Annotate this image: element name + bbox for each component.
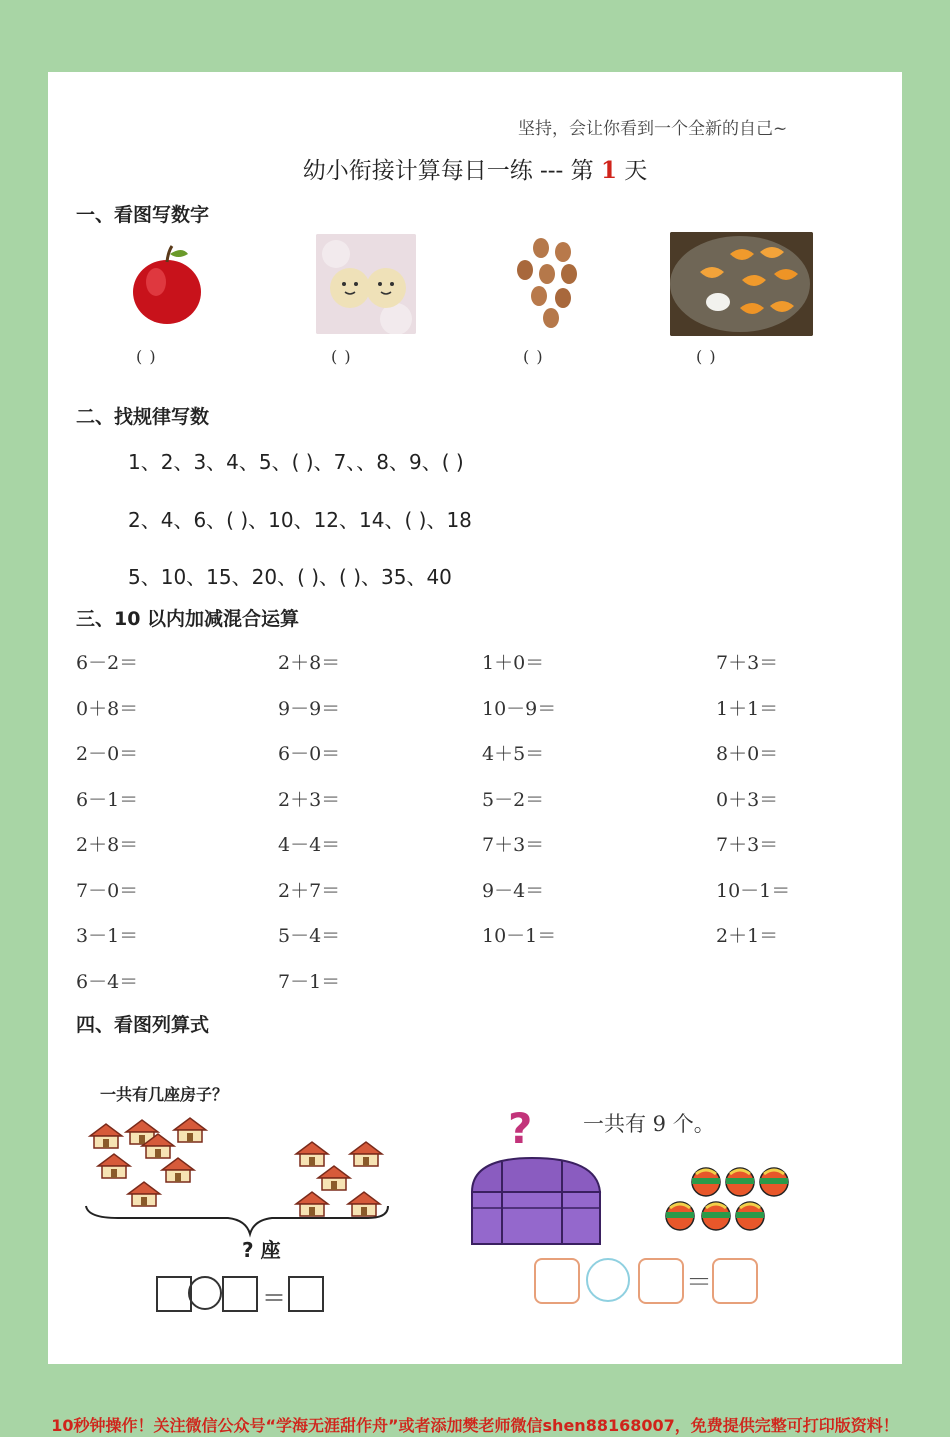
orange-segments-image (670, 232, 813, 336)
operator-circle[interactable] (188, 1276, 222, 1310)
answer-box[interactable] (534, 1258, 580, 1304)
answer-box[interactable] (222, 1276, 258, 1312)
balls-figure (660, 1162, 810, 1242)
calc-problem[interactable]: 2＋1＝ (716, 925, 779, 947)
calc-problem[interactable]: 1＋1＝ (716, 697, 779, 720)
answer-blank-1[interactable]: ( ) (136, 347, 157, 366)
calc-problem[interactable]: 10－1＝ (482, 925, 557, 947)
answer-blank-2[interactable]: ( ) (331, 347, 352, 366)
calc-problem[interactable]: 8＋0＝ (716, 743, 779, 765)
calc-problem[interactable]: 7＋3＝ (716, 834, 779, 856)
calc-problem[interactable]: 0＋3＝ (716, 788, 779, 811)
answer-box[interactable] (638, 1258, 684, 1304)
cookies-image (316, 234, 416, 334)
section-2-heading: 二、找规律写数 (76, 406, 210, 428)
calc-problem[interactable]: 9－9＝ (278, 697, 341, 720)
calc-problem[interactable]: 6－2＝ (76, 652, 139, 674)
chest-caption: 一共有 9 个。 (583, 1112, 715, 1136)
day-number: 1 (600, 157, 617, 184)
equals-sign: ＝ (262, 1284, 286, 1312)
apple-image (116, 234, 218, 336)
pattern-row-3: 5、10、15、20、( )、( )、35、40 (128, 565, 452, 589)
calc-problem[interactable]: 7＋3＝ (716, 652, 779, 674)
calc-problem[interactable]: 6－1＝ (76, 788, 139, 811)
equals-sign: ＝ (686, 1268, 713, 1298)
treasure-chest-icon (462, 1152, 612, 1252)
calc-problem[interactable]: 6－4＝ (76, 970, 139, 993)
answer-blank-3[interactable]: ( ) (523, 347, 544, 366)
calc-problem[interactable]: 6－0＝ (278, 743, 341, 765)
footer-promo: 10秒钟操作！关注微信公众号“学海无涯甜作舟”或者添加樊老师微信shen88168007，免费提供完整可打印版资料！ (51, 1416, 899, 1435)
calc-problem[interactable]: 0＋8＝ (76, 697, 139, 720)
calc-problem[interactable]: 7＋3＝ (482, 834, 545, 856)
section-3-heading: 三、10 以内加减混合运算 (76, 608, 300, 630)
house-unit-label: ? 座 (242, 1238, 281, 1262)
calc-problem[interactable]: 7－0＝ (76, 879, 139, 902)
worksheet-page (48, 72, 902, 1364)
calc-problem[interactable]: 4＋5＝ (482, 743, 545, 765)
answer-box[interactable] (156, 1276, 192, 1312)
calc-problem[interactable]: 9－4＝ (482, 879, 545, 902)
eggs-image (503, 234, 603, 334)
pattern-row-1: 1、2、3、4、5、( )、7、、8、9、( ) (128, 450, 464, 474)
house-question: 一共有几座房子？ (100, 1085, 229, 1104)
operator-circle[interactable] (586, 1258, 630, 1302)
calc-problem[interactable]: 2＋7＝ (278, 879, 341, 902)
calc-problem[interactable]: 5－2＝ (482, 788, 545, 811)
answer-box[interactable] (712, 1258, 758, 1304)
calc-problem[interactable]: 2＋3＝ (278, 788, 341, 811)
calc-problem[interactable]: 1＋0＝ (482, 652, 545, 674)
section-1-heading: 一、看图写数字 (76, 204, 210, 226)
calc-problem[interactable]: 5－4＝ (278, 925, 341, 947)
calc-problem[interactable]: 4－4＝ (278, 834, 341, 856)
slogan: 坚持，会让你看到一个全新的自己~ (518, 119, 788, 139)
calc-problem[interactable]: 2－0＝ (76, 743, 139, 765)
question-mark: ? (508, 1104, 533, 1153)
section-4-heading: 四、看图列算式 (76, 1014, 210, 1036)
answer-box[interactable] (288, 1276, 324, 1312)
calc-problem[interactable]: 3－1＝ (76, 925, 139, 947)
page-title: 幼小衔接计算每日一练 --- 第 1 天 (302, 157, 648, 184)
pattern-row-2: 2、4、6、( )、10、12、14、( )、18 (128, 508, 472, 532)
calc-problem[interactable]: 10－1＝ (716, 879, 791, 902)
calc-problem[interactable]: 10－9＝ (482, 697, 557, 720)
calc-problem[interactable]: 2＋8＝ (278, 652, 341, 674)
answer-blank-4[interactable]: ( ) (696, 347, 717, 366)
calc-problem[interactable]: 7－1＝ (278, 970, 341, 993)
calc-problem[interactable]: 2＋8＝ (76, 834, 139, 856)
